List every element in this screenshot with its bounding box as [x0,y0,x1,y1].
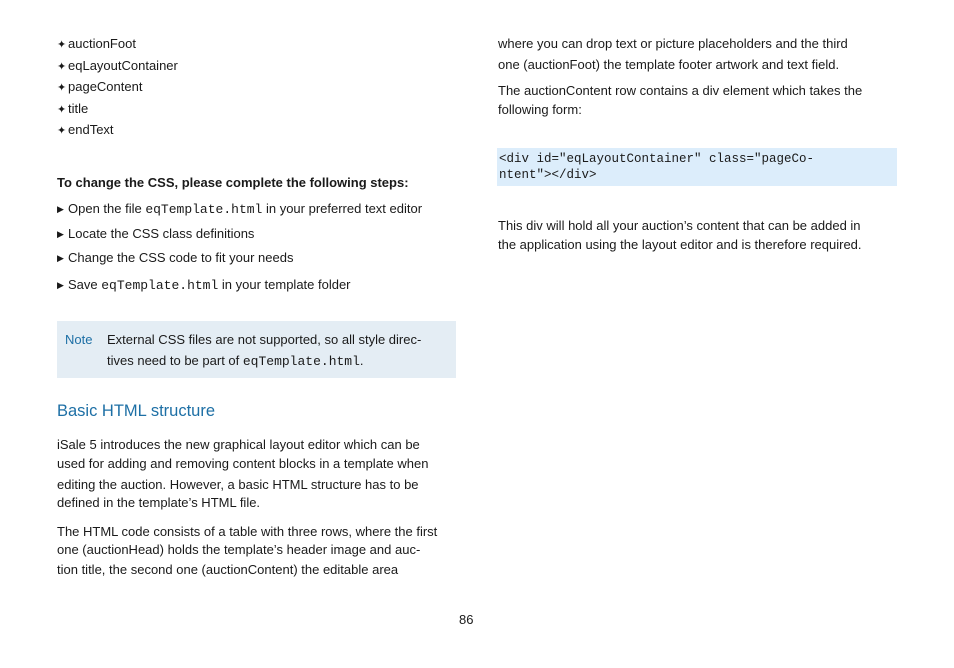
code-line: <div id="eqLayoutContainer" class="pageCo- [499,152,815,166]
star-bullet-icon: ✦ [57,39,67,51]
paragraph-line: one (auctionHead) holds the template’s header image and auc- [57,542,421,557]
paragraph-line: defined in the template’s HTML file. [57,495,261,510]
paragraph-line: following form: [498,102,582,117]
star-bullet-icon: ✦ [57,104,67,116]
paragraph-line: iSale 5 introduces the new graphical layout editor which can be [57,437,420,452]
triangle-bullet-icon: ▶ [57,204,64,214]
paragraph-line: editing the auction. However, a basic HTML structure has to be [57,477,419,492]
steps-heading: To change the CSS, please complete the following steps: [57,175,409,190]
paragraph-line: used for adding and removing content blocks in a template when [57,456,429,471]
step-item: ▶ Change the CSS code to fit your needs [57,250,294,265]
note-label: Note [65,332,93,347]
bullet-item: ✦ auctionFoot [57,35,136,54]
code-line: ntent"></div> [499,168,597,182]
bullet-item: ✦ title [57,100,88,119]
paragraph-line: the application using the layout editor and is therefore required. [498,237,862,252]
note-text-line: tives need to be part of eqTemplate.html. [107,353,364,369]
bullet-item: ✦ eqLayoutContainer [57,57,178,76]
star-bullet-icon: ✦ [57,125,67,137]
paragraph-line: one (auctionFoot) the template footer artwork and text field. [498,57,840,72]
paragraph-line: where you can drop text or picture placeholders and the third [498,36,848,51]
bullet-item: ✦ pageContent [57,78,142,97]
bullet-item: ✦ endText [57,121,114,140]
triangle-bullet-icon: ▶ [57,229,64,239]
triangle-bullet-icon: ▶ [57,253,64,263]
section-heading: Basic HTML structure [57,402,216,420]
triangle-bullet-icon: ▶ [57,280,64,290]
step-item: ▶ Locate the CSS class definitions [57,226,255,241]
note-text-line: External CSS files are not supported, so all style direc- [107,332,422,347]
paragraph-line: The auctionContent row contains a div element which takes the [498,83,863,98]
step-item: ▶ Save eqTemplate.html in your template folder [57,277,351,293]
paragraph-line: The HTML code consists of a table with three rows, where the first [57,524,438,539]
star-bullet-icon: ✦ [57,61,67,73]
page-number: 86 [459,612,474,627]
paragraph-line: tion title, the second one (auctionContent) the editable area [57,562,399,577]
paragraph-line: This div will hold all your auction’s content that can be added in [498,218,861,233]
step-item: ▶ Open the file eqTemplate.html in your preferred text editor [57,201,423,217]
star-bullet-icon: ✦ [57,82,67,94]
